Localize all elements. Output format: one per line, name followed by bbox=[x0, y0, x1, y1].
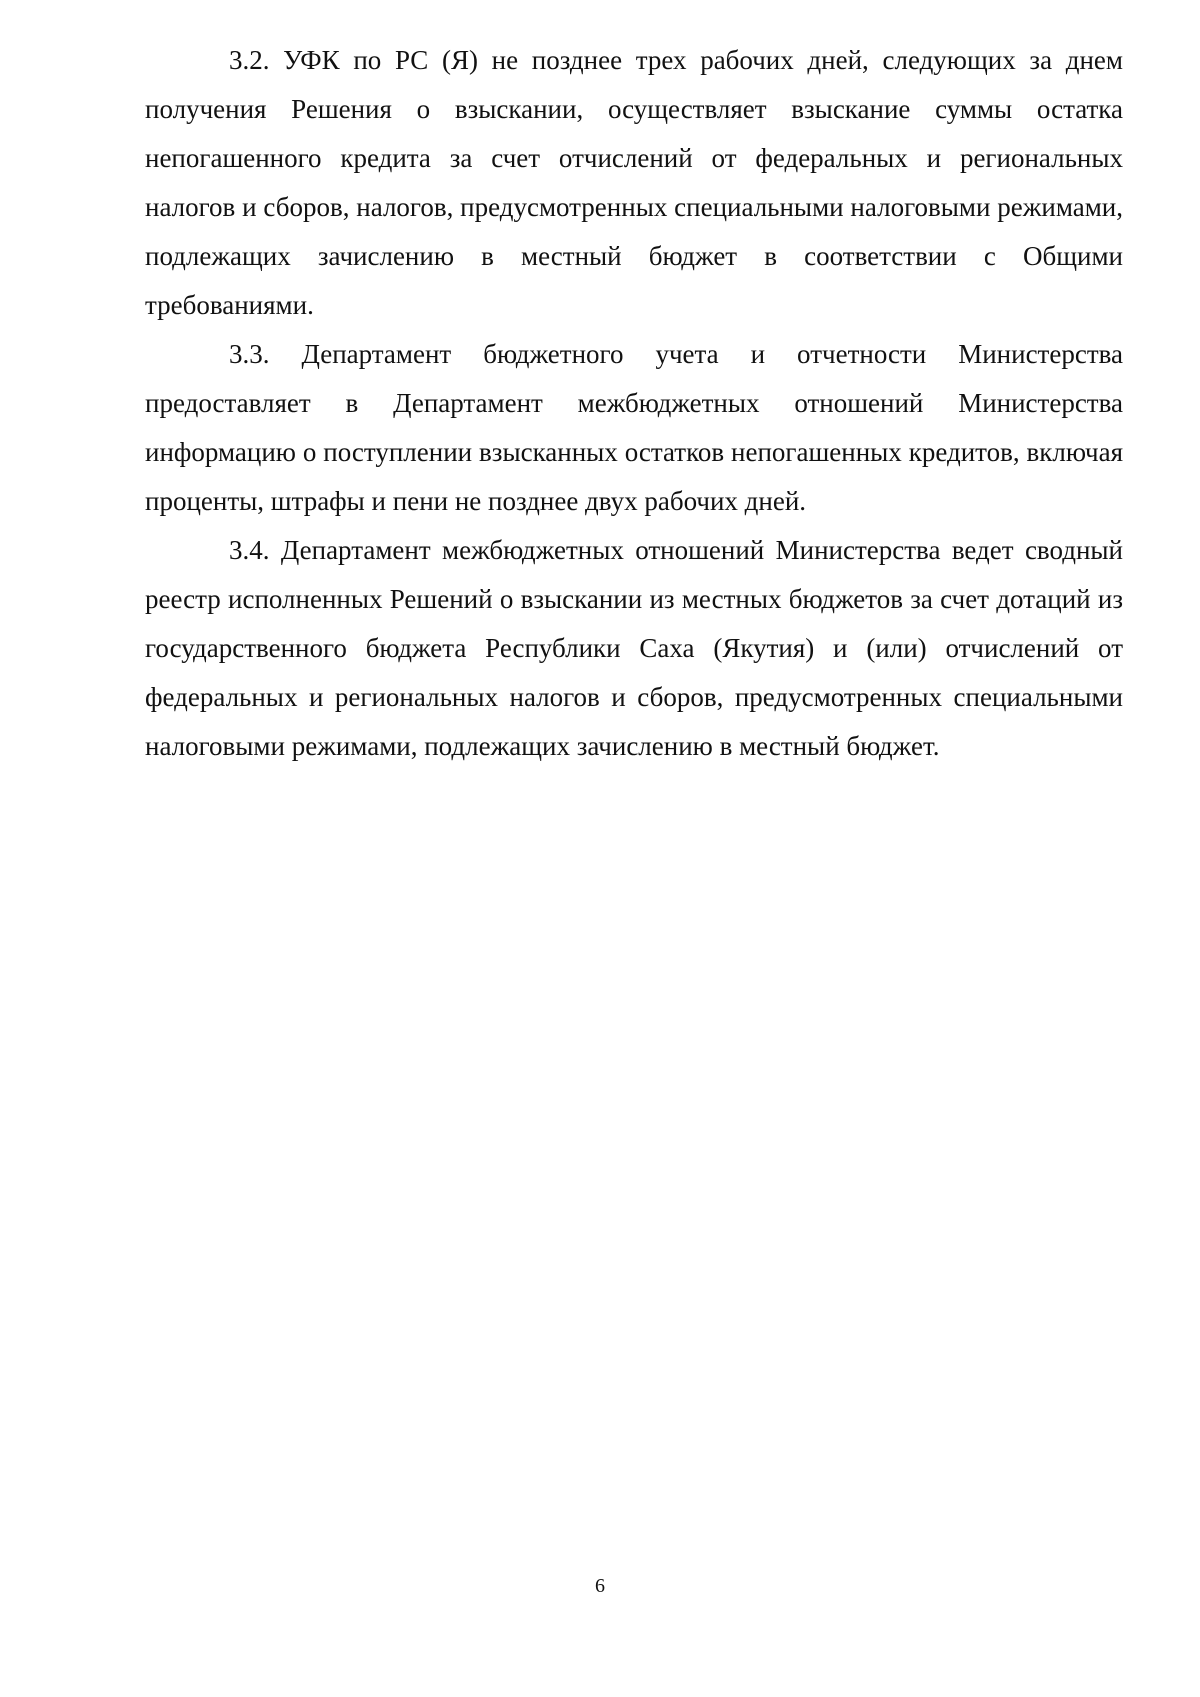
page-number: 6 bbox=[595, 1575, 605, 1597]
paragraph-3-4: 3.4. Департамент межбюджетных отношений Министерства ведет сводный реестр исполненных Решений о взыскании из местных бюджетов за счет дотаций из государственного бюджета Республики Саха (Якутия) и (или) отчислений от федеральных и региональных налогов и сборов, предусмотренных специальными налоговыми режимами, подлежащих зачислению в местный бюджет. bbox=[145, 535, 1123, 761]
document-body bbox=[145, 36, 1123, 771]
paragraph-3-2: 3.2. УФК по РС (Я) не позднее трех рабочих дней, следующих за днем получения Решения о взыскании, осуществляет взыскание суммы остатка непогашенного кредита за счет отчислений от федеральных и региональных налогов и сборов, налогов, предусмотренных специальными налоговыми режимами, подлежащих зачислению в местный бюджет в соответствии с Общими требованиями. bbox=[145, 45, 1123, 320]
paragraph-3-3: 3.3. Департамент бюджетного учета и отчетности Министерства предоставляет в Департамент межбюджетных отношений Министерства информацию о поступлении взысканных остатков непогашенных кредитов, включая проценты, штрафы и пени не позднее двух рабочих дней. bbox=[145, 339, 1123, 516]
